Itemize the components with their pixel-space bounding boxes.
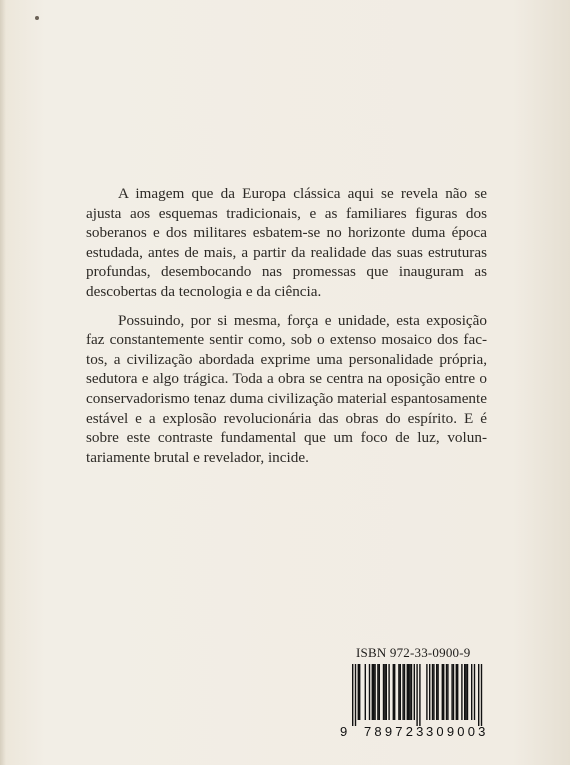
barcode-bar bbox=[481, 664, 482, 726]
barcode-bar bbox=[372, 664, 373, 720]
barcode-bar bbox=[355, 664, 356, 726]
barcode-bar bbox=[442, 664, 443, 720]
barcode-bar bbox=[411, 664, 412, 720]
barcode-bar bbox=[471, 664, 472, 720]
barcode-bar bbox=[436, 664, 437, 720]
barcode-bar bbox=[432, 664, 433, 720]
barcode-right-digits: 309003 bbox=[426, 724, 489, 739]
isbn-label: ISBN 972-33-0900-9 bbox=[356, 645, 471, 660]
barcode-bar bbox=[388, 664, 389, 720]
barcode-bar bbox=[393, 664, 394, 720]
barcode-bar bbox=[474, 664, 475, 720]
barcode-bar bbox=[402, 664, 403, 720]
barcode-bar bbox=[447, 664, 448, 720]
barcode bbox=[340, 664, 490, 738]
barcode-bar bbox=[365, 664, 366, 720]
barcode-bar bbox=[400, 664, 401, 720]
barcode-bar bbox=[457, 664, 458, 720]
barcode-bar bbox=[414, 664, 415, 720]
barcode-bar bbox=[451, 664, 452, 720]
barcode-bar bbox=[408, 664, 409, 720]
isbn-block bbox=[340, 644, 490, 738]
barcode-bar bbox=[409, 664, 410, 720]
barcode-bar bbox=[453, 664, 454, 720]
barcode-bars bbox=[340, 664, 490, 726]
barcode-bar bbox=[467, 664, 468, 720]
barcode-bar bbox=[379, 664, 380, 720]
barcode-bar bbox=[426, 664, 427, 720]
barcode-bar bbox=[394, 664, 395, 720]
barcode-bar bbox=[386, 664, 387, 720]
blurb-paragraph-2: Possuindo, por si mesma, força e unidade, esta exposição faz constantemente sentir como, sob o extenso mosaico dos factos, a civilização abordada exprime uma personalidade própria, sedutora e algo trágica. Toda a obra se centra na oposição entre o conservadorismo tenaz duma civilização material espantosamente estável e a explosão revolucionária das obras do espírito. E é sobre este contraste fundamental que um foco de luz, voluntariamente brutal e revelador, incide. bbox=[86, 311, 487, 466]
barcode-bar bbox=[419, 664, 420, 726]
barcode-bar bbox=[446, 664, 447, 720]
blurb-paragraph-1: A imagem que da Europa clássica aqui se revela não se ajusta aos esquemas tradicionais, e as familiares figuras dos soberanos e dos militares esbatem-se no horizonte duma época estudada, antes de mais, a partir da realidade das suas estruturas profundas, desembocando nas promessas que inauguram as descobertas da tecnologia e da ciência. bbox=[86, 185, 487, 300]
barcode-bar bbox=[464, 664, 465, 720]
barcode-bar bbox=[456, 664, 457, 720]
barcode-bar bbox=[369, 664, 370, 720]
barcode-bar bbox=[377, 664, 378, 720]
spine-shadow bbox=[0, 0, 6, 765]
barcode-first-digit: 9 bbox=[340, 724, 348, 739]
print-speck bbox=[35, 16, 39, 20]
barcode-bar bbox=[437, 664, 438, 720]
barcode-bar bbox=[352, 664, 353, 726]
barcode-bar bbox=[433, 664, 434, 720]
barcode-left-digits: 789723 bbox=[364, 724, 427, 739]
barcode-bar bbox=[384, 664, 385, 720]
barcode-bar bbox=[359, 664, 360, 720]
barcode-bar bbox=[478, 664, 479, 726]
barcode-bar bbox=[373, 664, 374, 720]
barcode-bar bbox=[429, 664, 430, 720]
barcode-bar bbox=[358, 664, 359, 720]
barcode-bar bbox=[383, 664, 384, 720]
back-cover-blurb bbox=[86, 184, 487, 476]
barcode-bar bbox=[465, 664, 466, 720]
barcode-bar bbox=[404, 664, 405, 720]
barcode-bar bbox=[461, 664, 462, 720]
barcode-bar bbox=[443, 664, 444, 720]
barcode-bar bbox=[416, 664, 417, 726]
barcode-bar bbox=[398, 664, 399, 720]
barcode-bar bbox=[374, 664, 375, 720]
barcode-bar bbox=[407, 664, 408, 720]
